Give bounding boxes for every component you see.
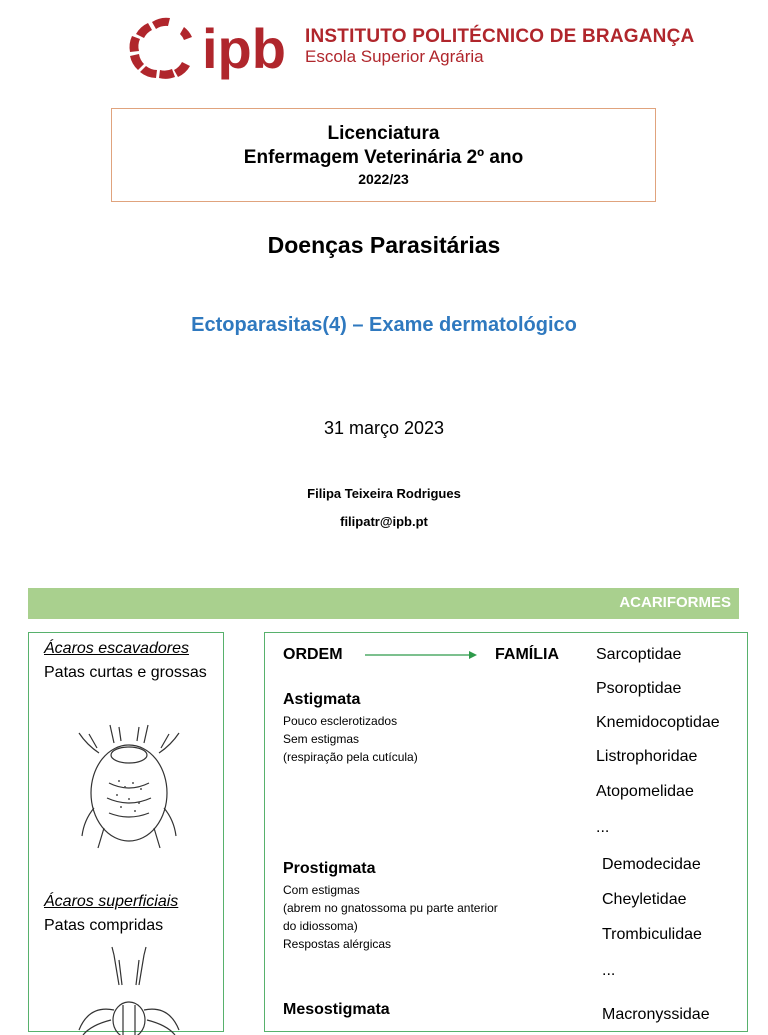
family-item: Sarcoptidae [596,646,682,663]
family-item: Trombiculidae [602,926,702,943]
order-note: Com estigmas [283,883,360,897]
author-name: Filipa Teixeira Rodrigues [307,486,461,501]
mite-types-panel [28,632,224,1032]
order-note: (respiração pela cutícula) [283,750,418,764]
page-subtitle: Ectoparasitas(4) – Exame dermatológico [191,314,577,336]
column-header-ordem: ORDEM [283,646,343,663]
course-box [111,108,656,202]
classification-panel [264,632,748,1032]
section-bar [28,588,739,619]
family-item: Macronyssidae [602,1006,710,1023]
family-item: ... [602,962,616,979]
burrowing-mites-title: Ácaros escavadores [44,640,189,657]
family-item: Psoroptidae [596,680,682,697]
family-item: Listrophoridae [596,748,698,765]
order-note: do idiossoma) [283,919,358,933]
course-degree: Licenciatura [327,123,440,144]
order-astigmata: Astigmata [283,691,361,708]
section-bar-label: ACARIFORMES [619,594,731,611]
order-note: (abrem no gnatossoma pu parte anterior [283,901,498,915]
family-item: ... [596,819,610,836]
burrowing-mites-desc: Patas curtas e grossas [44,664,207,681]
course-year: 2022/23 [358,171,409,187]
school-name: Escola Superior Agrária [305,47,484,66]
family-item: Cheyletidae [602,891,687,908]
family-item: Demodecidae [602,856,701,873]
order-prostigmata: Prostigmata [283,860,376,877]
author-email: filipatr@ipb.pt [340,514,428,529]
arrow-right-icon [365,646,477,662]
page-title: Doenças Parasitárias [267,232,501,258]
surface-mites-title: Ácaros superficiais [44,893,179,910]
surface-mite-illustration [59,945,199,1035]
order-note: Sem estigmas [283,732,360,746]
order-mesostigmata: Mesostigmata [283,1001,390,1018]
column-header-familia: FAMÍLIA [495,646,559,663]
order-note: Respostas alérgicas [283,937,392,951]
family-item: Knemidocoptidae [596,714,720,731]
order-note: Pouco esclerotizados [283,714,398,728]
institution-name: INSTITUTO POLITÉCNICO DE BRAGANÇA [305,26,695,47]
burrowing-mite-illustration [59,703,199,853]
course-program: Enfermagem Veterinária 2º ano [243,147,524,168]
svg-text:ipb: ipb [202,17,286,80]
surface-mites-desc: Patas compridas [44,917,164,934]
ipb-emblem-icon [122,12,302,82]
lecture-date: 31 março 2023 [323,418,445,438]
family-item: Atopomelidae [596,783,694,800]
